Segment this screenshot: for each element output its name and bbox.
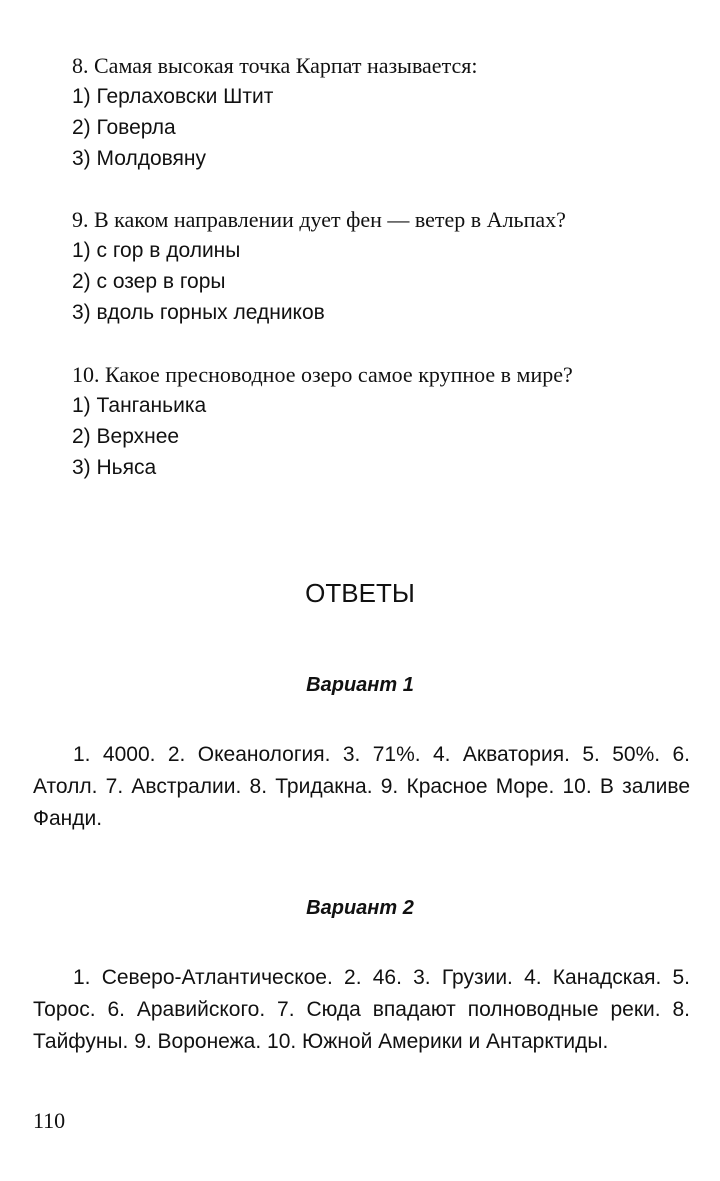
answer-option: 3) Молдовяну bbox=[72, 147, 207, 170]
question-text: 9. В каком направлении дует фен — ветер в Альпах? bbox=[72, 207, 566, 232]
answers-heading: ОТВЕТЫ bbox=[305, 578, 415, 608]
answer-option: 2) с озер в горы bbox=[72, 270, 226, 293]
question-9 bbox=[72, 204, 692, 328]
variant-2-answers: 1. Северо-Атлантическое. 2. 46. 3. Грузии. 4. Канадская. 5. Торос. 6. Аравийского. 7. Сюда впадают полноводные реки. 8. Тайфуны. 9. Воронежа. 10. Южной Америки и Антарктиды. bbox=[33, 966, 690, 1053]
question-8 bbox=[72, 50, 692, 174]
answer-option: 3) Ньяса bbox=[72, 456, 157, 479]
answer-option: 1) Танганьика bbox=[72, 394, 207, 417]
variant-1-answers: 1. 4000. 2. Океанология. 3. 71%. 4. Акватория. 5. 50%. 6. Атолл. 7. Австралии. 8. Тридакна. 9. Красное Море. 10. В заливе Фанди. bbox=[33, 743, 690, 830]
page-number: 110 bbox=[33, 1108, 66, 1133]
question-text: 8. Самая высокая точка Карпат называется: bbox=[72, 53, 478, 78]
variant-1-heading: Вариант 1 bbox=[306, 674, 414, 696]
variant-2-heading: Вариант 2 bbox=[306, 897, 414, 919]
answer-option: 3) вдоль горных ледников bbox=[72, 301, 325, 324]
answer-option: 1) с гор в долины bbox=[72, 239, 241, 262]
question-10 bbox=[72, 359, 692, 483]
answer-option: 2) Говерла bbox=[72, 116, 176, 139]
answer-option: 1) Герлаховски Штит bbox=[72, 85, 274, 108]
question-text: 10. Какое пресноводное озеро самое крупное в мире? bbox=[72, 362, 573, 387]
answer-option: 2) Верхнее bbox=[72, 425, 180, 448]
